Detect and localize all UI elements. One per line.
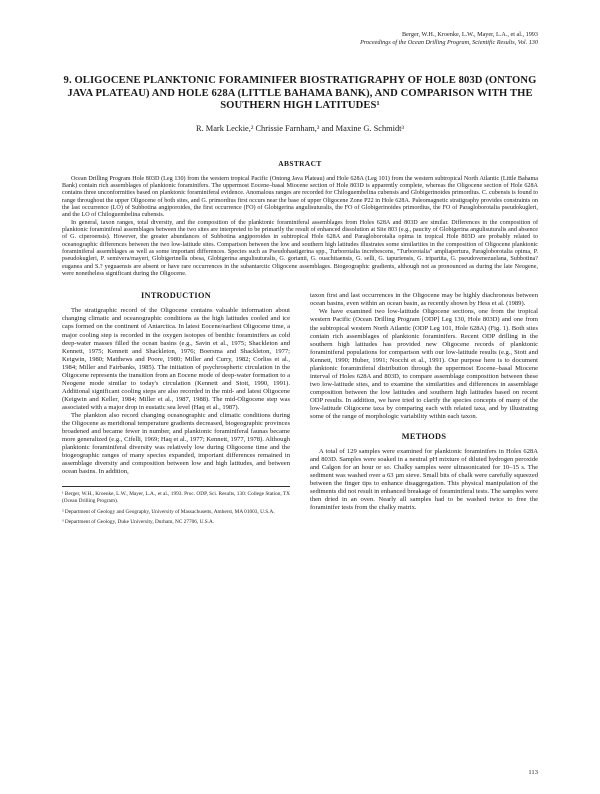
footnote-3: ³ Department of Geology, Duke University, Durham, NC 27706, U.S.A. bbox=[62, 519, 215, 526]
abstract-paragraph-2: In general, taxon ranges, total diversity, and the composition of the planktonic foraminiferal assemblages from Holes 628A and 803D are similar. Differences in the composition of planktonic foraminiferal assemblages between the two sites are interpreted to be primarily the result of enhanced dissolution at Site 803 (e.g., paucity of Globigerina angulisuturalis and absence of G. ciperoensis). However, the greater abundances of Subbotina angiporoides in subtropical Hole 628A and Paragloborotalia opima in tropical Hole 803D are probably related to oceanographic differences between the two low-latitude sites. Comparison between the low and southern high latitudes illustrates some similarities in the composition of Oligocene planktonic foraminiferal assemblages as well as some important differences. Species such as Pseudohastigerina spp., Turborotalia increbescens, "Turborotalia" ampliapertura, Paragloborotalia opima, P. pseudokugleri, P. semivera/mayeri, Globigerinella obesa, Globigerina angulisuturalis, G. gortanii, G. ouachitaensis, G. selli, G. tapuriensis, G. tripartita, G. pseudovenezuelana, Subbotina? euganea and S.? yeguaensis are absent or have rare occurrences in the subantarctic Oligocene assemblages. Biogeographic gradients, although not as pronounced as during the late Neogene, were nonetheless significant during the Oligocene. bbox=[62, 219, 538, 277]
running-header bbox=[62, 0, 538, 47]
right-column bbox=[310, 292, 538, 529]
intro-paragraph-1: The stratigraphic record of the Oligocene contains valuable information about changing climatic and oceanographic conditions as the high latitudes cooled and ice caps formed on the continent of Antarctica. In latest Eocene/earliest Oligocene time, a major cooling step is recorded in the oxygen isotopes of benthic foraminifers as cold deep-water masses filled the ocean basins (e.g., Savin et al., 1975; Shackleton and Kennett, 1975; Kennett and Shackleton, 1976; Boersma and Shackleton, 1977; Keigwin, 1980; Matthews and Poore, 1980; Miller and Curry, 1982; Corliss et al., 1984; Miller and Fairbanks, 1985). The initiation of psychrospheric circulation in the Oligocene represents the transition from an Eocene mode of deep-water formation to a Neogene mode similar to today's circulation (Kennett and Stott, 1990, 1991). Additional significant cooling steps are also recorded in the mid- and latest Oligocene (Keigwin and Keller, 1984; Miller et al., 1987, 1988). The mid-Oligocene step was associated with a major drop in eustatic sea level (Haq et al., 1987). bbox=[62, 307, 290, 411]
intro-paragraph-2: The plankton also record changing oceanographic and climatic conditions during the Oligocene as meridional temperature gradients decreased, biogeographic provinces broadened and became fewer in number, and planktonic foraminiferal faunas became more generalized (e.g., Cifelli, 1969; Haq et al., 1977; Kennett, 1977, 1978). Although planktonic foraminiferal diversity was relatively low during Oligocene time and the biogeographic ranges of many species expanded, important differences remained in assemblage diversity and composition between low and high latitudes, and between ocean basins. In addition, bbox=[62, 411, 290, 476]
abstract-heading: ABSTRACT bbox=[278, 158, 322, 168]
intro-paragraph-3: We have examined two low-latitude Oligocene sections, one from the tropical western Pacific (Ocean Drilling Program [ODP] Leg 130, Hole 803D) and one from the subtropical western North Atlantic (ODP Leg 101, Hole 628A) (Fig. 1). Both sites contain rich assemblages of planktonic foraminifers. Recent ODP drilling in the southern high latitudes has provided new Oligocene records of planktonic foraminiferal populations for comparison with our low-latitude results (e.g., Stott and Kennett, 1990; Huber, 1991; Nocchi et al., 1991). Our purpose here is to document planktonic foraminiferal distribution through the uppermost Eocene–basal Miocene interval of Holes 628A and 803D, to compare assemblage composition between these two low-latitude sites, and to examine the similarities and differences in assemblage composition between the low latitudes and southern high latitudes based on recent ODP results. In addition, we have tried to clarify the species concepts of many of the low-latitude Oligocene taxa by comparing each with related taxa, and by illustrating some of the range of morphologic variability within each taxon. bbox=[310, 308, 538, 421]
methods-paragraph-1: A total of 129 samples were examined for planktonic foraminifers in Holes 628A and 803D. Samples were soaked in a neutral pH mixture of diluted hydrogen peroxide and Calgon for an hour or so. Chalky samples were ultrasonicated for 10–15 s. The sediment was washed over a 63 µm sieve. Small bits of chalk were carefully squeezed between the finger tips to enhance disaggregation. This physical manipulation of the sediments did not result in enhanced breakage of foraminiferal tests. The samples were then dried in an oven. Nearly all samples had to be washed twice to free the foraminifer tests from the chalky matrix. bbox=[310, 448, 538, 512]
introduction-heading: INTRODUCTION bbox=[141, 291, 211, 301]
intro-paragraph-continued: taxon first and last occurrences in the Oligocene may be highly diachronous between ocean basins, even within an ocean basin, as recently shown by Hess et al. (1989). bbox=[310, 292, 538, 308]
header-proceedings: Proceedings of the Ocean Drilling Program, Scientific Results, Vol. 130 bbox=[360, 39, 538, 46]
abstract-paragraph-1: Ocean Drilling Program Hole 803D (Leg 130) from the western tropical Pacific (Ontong Java Plateau) and Hole 628A (Leg 101) from the western subtropical North Atlantic (Little Bahama Bank) contain rich assemblages of planktonic foraminifers. The uppermost Eocene–basal Miocene section of Hole 803D is apparently complete, whereas the Oligocene section of Hole 628A contains three unconformities based on planktonic foraminiferal evidence. Anomalous ranges are recorded for Chiloguembelina cubensis and Globigerinoides primordius. C. cubensis is found to range throughout the upper Oligocene of both sites, and G. primordius first occurs near the base of upper Oligocene Zone P22 in Hole 628A. Paleomagnetic stratigraphy provides constraints on the last occurrence (LO) of Subbotina angiporoides, the first occurrence (FO) of Globigerina angulisuturalis, the FO of Globigerinoides primordius, the FO of Paragloborotalia pseudokugleri, and the LO of Chiloguembelina cubensis. bbox=[62, 175, 538, 219]
footnote-1: ¹ Berger, W.H., Kroenke, L.W., Mayer, L.A., et al., 1993. Proc. ODP, Sci. Results, 130: College Station, TX (Ocean Drilling Program). bbox=[62, 491, 290, 504]
header-citation: Berger, W.H., Kroenke, L.W., Mayer, L.A., et al., 1993 bbox=[402, 31, 538, 38]
left-column bbox=[62, 292, 290, 529]
body-columns bbox=[62, 292, 538, 529]
article-title: 9. OLIGOCENE PLANKTONIC FORAMINIFER BIOSTRATIGRAPHY OF HOLE 803D (ONTONG JAVA PLATEAU) AND HOLE 628A (LITTLE BAHAMA BANK), AND COMPARISON WITH THE SOUTHERN HIGH LATITUDES¹ bbox=[63, 75, 537, 111]
abstract-body bbox=[62, 176, 538, 279]
footnote-2: ² Department of Geology and Geography, University of Massachusetts, Amherst, MA 01003, U.S.A. bbox=[62, 508, 275, 515]
author-list: R. Mark Leckie,² Chrissie Farnham,³ and Maxine G. Schmidt³ bbox=[195, 123, 405, 133]
methods-heading: METHODS bbox=[401, 432, 447, 442]
footnotes bbox=[62, 486, 290, 525]
page-number: 113 bbox=[528, 769, 538, 776]
